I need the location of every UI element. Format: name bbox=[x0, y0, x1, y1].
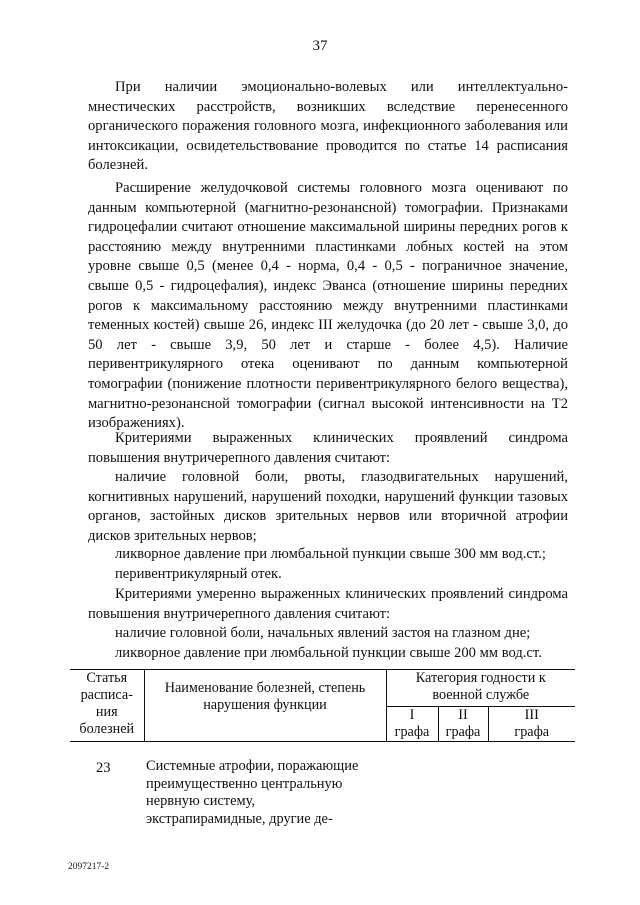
table-row-text-line: экстрапирамидные, другие де- bbox=[146, 810, 333, 827]
paragraph-5: ликворное давление при люмбальной пункции свыше 300 мм вод.ст.; bbox=[115, 546, 546, 562]
header-category-line: военной службе bbox=[432, 687, 530, 703]
paragraph-1: При наличии эмоционально-волевых или интеллектуально-мнестических расстройств, возникших вследствие перенесенного органического поражения головного мозга, инфекционного заболевания или интоксикации, освидетельствование проводится по статье 14 расписания болезней. bbox=[88, 79, 568, 174]
paragraph-8: наличие головной боли, начальных явлений застоя на глазном дне; bbox=[115, 625, 531, 641]
table-row-text bbox=[146, 758, 376, 828]
paragraph-6: перивентрикулярный отек. bbox=[115, 566, 282, 582]
header-col-roman-3: III bbox=[488, 707, 575, 725]
table-header bbox=[70, 669, 575, 742]
table-row-text-line: преимущественно центральную bbox=[146, 775, 343, 792]
paragraph-2: Расширение желудочковой системы головного мозга оценивают по данным компьютерной (магнитно-резонансной) томографии. Признаками гидроцефалии считают отношение максимальной ширины передних рогов к расстоянию между внутренними пластинками лобных костей на этом уровне свыше 0,5 (менее 0,4 - норма, 0,4 - 0,5 - пограничное значение, свыше 0,5 - гидроцефалия), индекс Эванса (отношение ширины передних рогов к максимальному расстоянию между внутренними пластинками теменных костей) свыше 26, индекс III желудочка (до 20 лет - свыше 3,0, до 50 лет - свыше 3,9, 50 лет и старше - более 4,5). Наличие перивентрикулярного отека оценивают по данным компьютерной томографии (понижение плотности перивентрикулярного белого вещества), магнитно-резонансной томографии (сигнал высокой интенсивности на Т2 изображениях). bbox=[88, 180, 568, 432]
header-article-line: болезней bbox=[79, 721, 135, 737]
header-category-line: Категория годности к bbox=[415, 670, 546, 686]
footer-document-code: 2097217-2 bbox=[68, 862, 110, 872]
header-article-line: Статья bbox=[86, 670, 128, 686]
paragraph-7: Критериями умеренно выраженных клинических проявлений синдрома повышения внутричерепного давления считают: bbox=[88, 586, 568, 622]
table-row-text-line: нервную систему, bbox=[146, 793, 255, 809]
header-article-line: расписа- bbox=[80, 687, 133, 703]
header-article bbox=[70, 670, 144, 742]
header-col-label-3: графа bbox=[488, 724, 575, 742]
paragraph-4: наличие головной боли, рвоты, глазодвигательных нарушений, когнитивных нарушений, нарушений походки, нарушений функции тазовых органов, застойных дисков зрительных нервов или вторичной атрофии дисков зрительных нервов; bbox=[88, 469, 568, 544]
header-disease-name bbox=[144, 670, 386, 742]
page-number: 37 bbox=[312, 38, 328, 54]
header-col-roman-1: I bbox=[386, 707, 438, 725]
header-col-label-2: графа bbox=[438, 724, 488, 742]
header-col-roman-2: II bbox=[438, 707, 488, 725]
header-category bbox=[386, 670, 575, 707]
header-article-line: ния bbox=[95, 704, 118, 720]
header-disease-line: нарушения функции bbox=[203, 696, 327, 713]
paragraph-3: Критериями выраженных клинических проявлений синдрома повышения внутричерепного давления считают: bbox=[88, 430, 568, 466]
header-col-label-1: графа bbox=[386, 724, 438, 742]
paragraph-9: ликворное давление при люмбальной пункции свыше 200 мм вод.ст. bbox=[115, 645, 542, 661]
table-row-article: 23 bbox=[96, 760, 111, 776]
table-row-text-line: Системные атрофии, поражающие bbox=[146, 758, 359, 774]
header-disease-line: Наименование болезней, степень bbox=[164, 679, 366, 696]
